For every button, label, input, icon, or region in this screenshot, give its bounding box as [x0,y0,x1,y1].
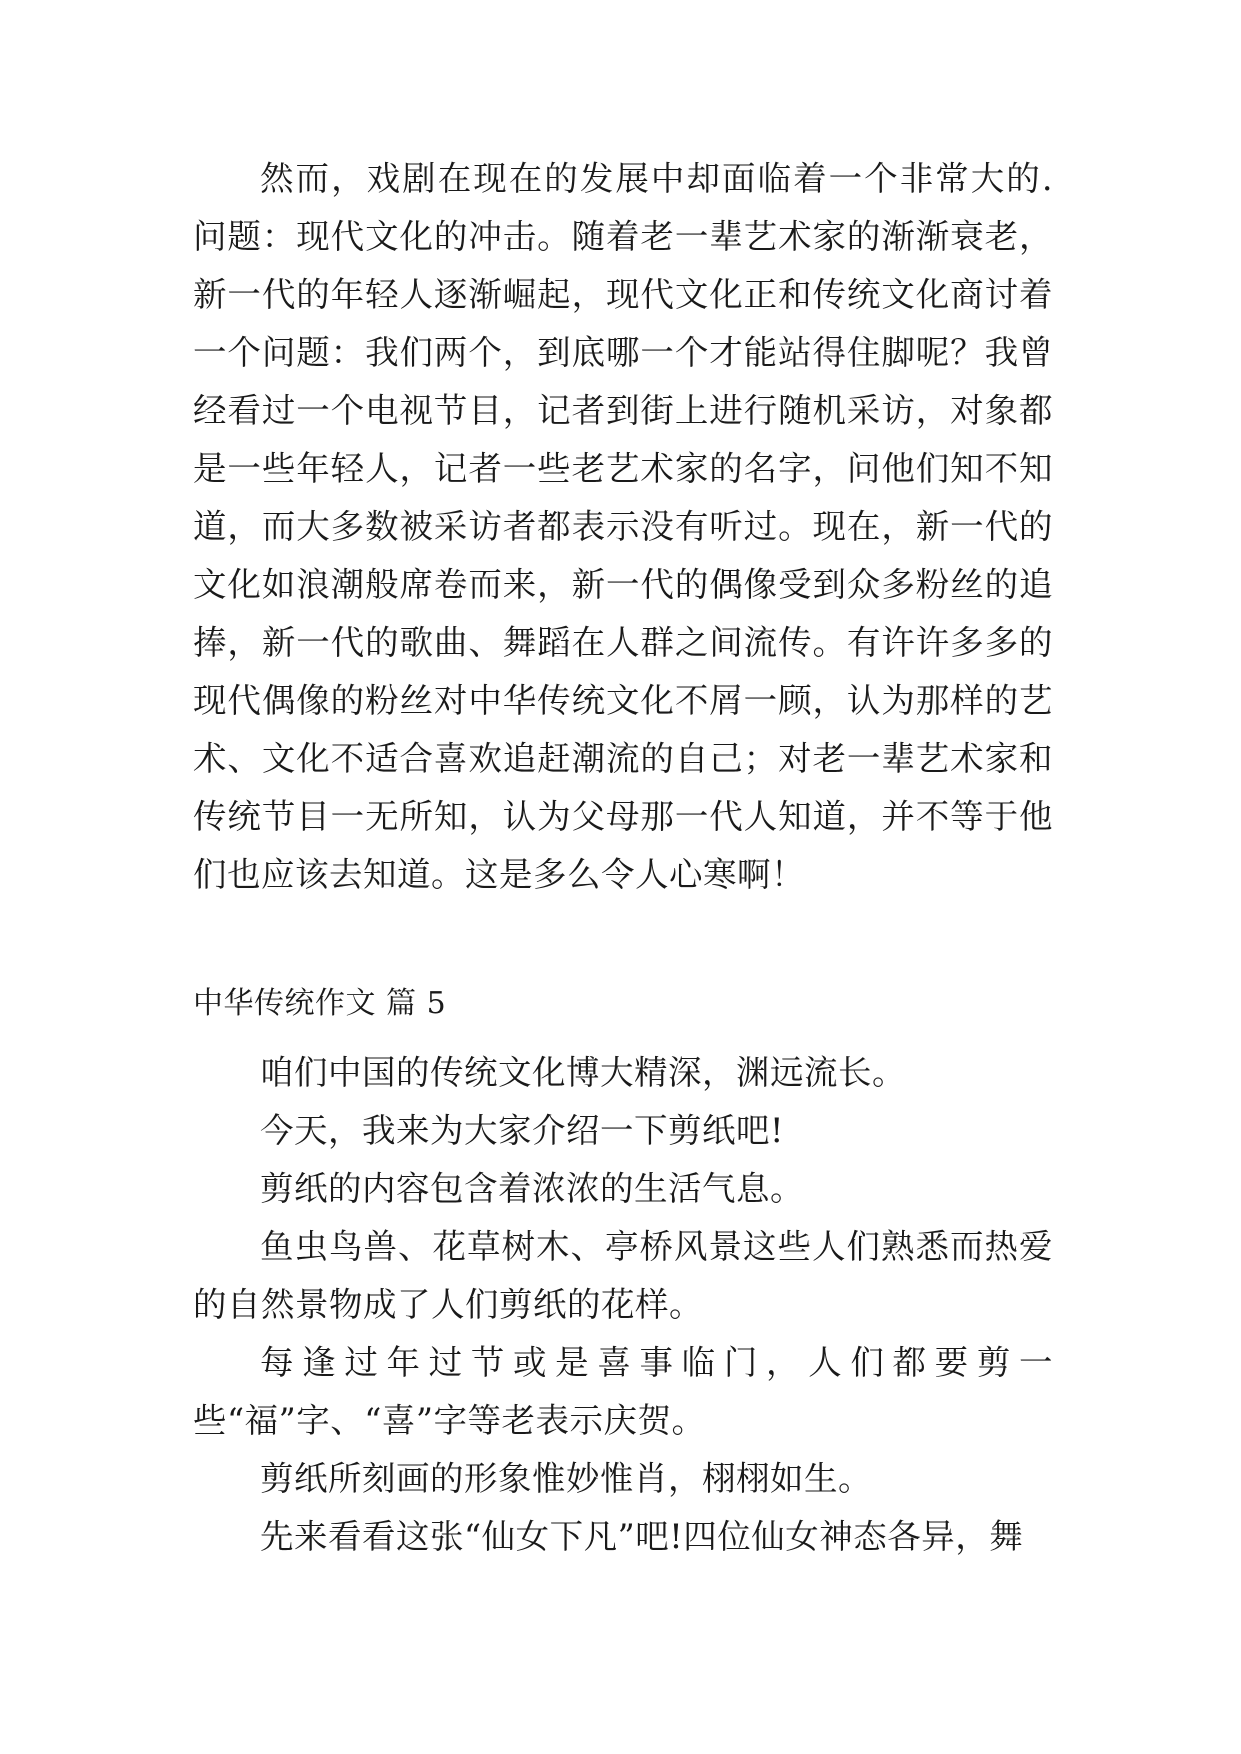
body-paragraph: 咱们中国的传统文化博大精深，渊远流长。 [260,1053,906,1092]
body-paragraph: 剪纸所刻画的形象惟妙惟肖，栩栩如生。 [260,1459,872,1498]
body-paragraph: 今天，我来为大家介绍一下剪纸吧! [260,1111,784,1150]
body-paragraph: 鱼虫鸟兽、花草树木、亭桥风景这些人们熟悉而热爱的自然景物成了人们剪纸的花样。 [193,1227,1053,1324]
section-title: 中华传统作文 篇 5 [193,986,447,1021]
body-paragraph: 每逢过年过节或是喜事临门，人们都要剪一些“福”字、“喜”字等老表示庆贺。 [193,1343,1053,1440]
intro-paragraph: 然而，戏剧在现在的发展中却面临着一个非常大的.问题：现代文化的冲击。随着老一辈艺术家的渐渐衰老，新一代的年轻人逐渐崛起，现代文化正和传统文化商讨着一个问题：我们两个，到底哪一个才能站得住脚呢？我曾经看过一个电视节目，记者到街上进行随机采访，对象都是一些年轻人，记者一些老艺术家的名字，问他们知不知道，而大多数被采访者都表示没有听过。现在，新一代的文化如浪潮般席卷而来，新一代的偶像受到众多粉丝的追捧，新一代的歌曲、舞蹈在人群之间流传。有许许多多的现代偶像的粉丝对中华传统文化不屑一顾，认为那样的艺术、文化不适合喜欢追赶潮流的自己；对老一辈艺术家和传统节目一无所知，认为父母那一代人知道，并不等于他们也应该去知道。这是多么令人心寒啊！ [193,159,1053,894]
body-paragraph: 剪纸的内容包含着浓浓的生活气息。 [260,1169,804,1208]
body-paragraph: 先来看看这张“仙女下凡”吧!四位仙女神态各异，舞 [260,1517,1024,1556]
document-page [193,150,1053,1566]
